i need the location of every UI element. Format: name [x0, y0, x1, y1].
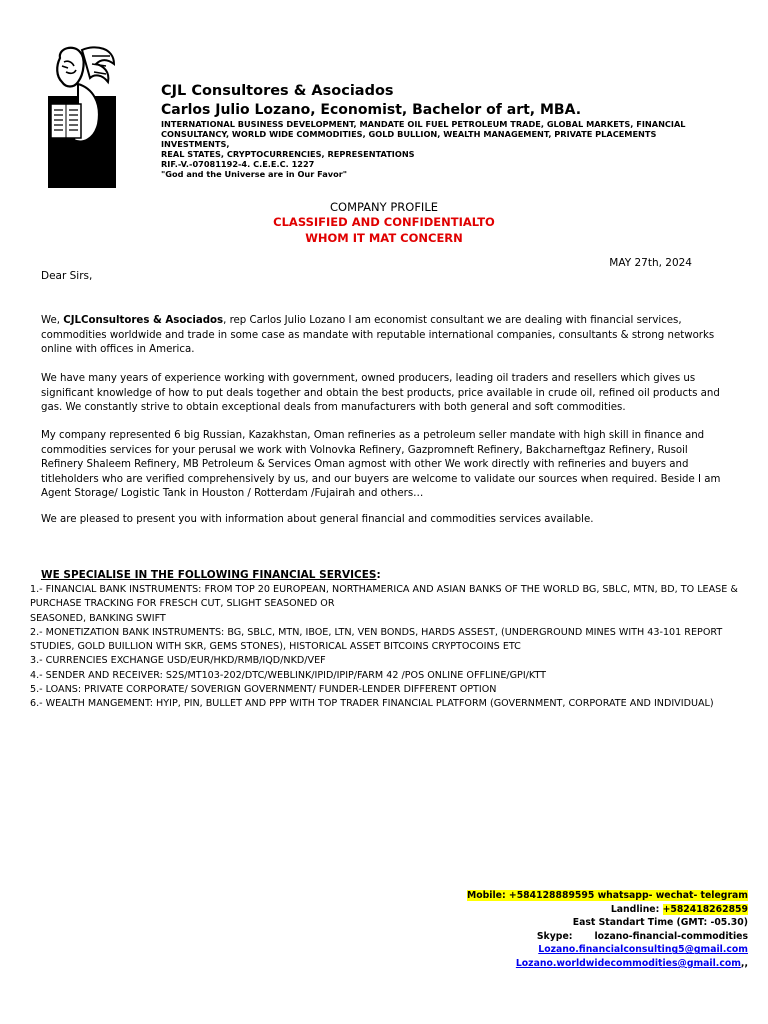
lion-logo-icon [48, 44, 116, 188]
list-item: 3.- CURRENCIES EXCHANGE USD/EUR/HKD/RMB/IQD/NKD/VEF [30, 655, 326, 667]
mobile-line: Mobile: +584128889595 whatsapp- wechat- telegram [467, 890, 748, 901]
email-link-1[interactable]: Lozano.financialconsulting5@gmail.com [538, 944, 748, 956]
greeting: Dear Sirs, [41, 270, 93, 282]
list-item: 4.- SENDER AND RECEIVER: S2S/MT103-202/DTC/WEBLINK/IPID/IPIP/FARM 42 /POS ONLINE OFFLINE/GPI/KTT [30, 669, 547, 681]
services-line-2: CONSULTANCY, WORLD WIDE COMMODITIES, GOLD BULLION, WEALTH MANAGEMENT, PRIVATE PLACEMENTS INVESTMENTS, [161, 129, 657, 149]
email-link-2[interactable]: Lozano.worldwidecommodities@gmail.com [515, 957, 741, 969]
company-logo [48, 44, 116, 188]
intro-company: CJLConsultores & Asociados [63, 315, 224, 326]
recipient-heading: WHOM IT MAT CONCERN [305, 231, 463, 245]
list-item: SEASONED, BANKING SWIFT [30, 612, 166, 624]
experience-paragraph: We have many years of experience working with government, owned producers, leading oil traders and resellers which gives us significant knowledge of how to put deals together and obtain the best products, price available in crude oil, refined oil products and gas. We constantly strive to obtain exceptional deals from manufacturers with both general and soft commodities. [41, 373, 720, 413]
services-list [30, 583, 760, 712]
intro-prefix: We, [41, 315, 64, 326]
email-suffix: ,, [740, 957, 748, 969]
motto: "God and the Universe are in Our Favor" [161, 169, 348, 179]
list-item: 6.- WEALTH MANGEMENT: HYIP, PIN, BULLET AND PPP WITH TOP TRADER FINANCIAL PLATFORM (GOVERNMENT, CORPORATE AND INDIVIDUAL) [30, 698, 714, 710]
refineries-paragraph: My company represented 6 big Russian, Kazakhstan, Oman refineries as a petroleum seller mandate with high skill in finance and commodities services for your perusal we work with Volnovka Refinery, Gazpromneft Refinery, Bakcharneftgaz Refinery, Rusoil Refinery Shaleem Refinery, MB Petroleum & Services Oman agmost with other We work directly with refineries and buyers and titleholders who are verified comprehensively by us, and our buyers are welcome to validate our sources when required. Beside I am Agent Storage/ Logistic Tank in Houston / Rotterdam /Fujairah and others… [41, 430, 721, 499]
services-intro-paragraph: We are pleased to present you with information about general financial and commodities services available. [41, 514, 594, 525]
list-item: 2.- MONETIZATION BANK INSTRUMENTS: BG, SBLC, MTN, IBOE, LTN, VEN BONDS, HARDS ASSEST, (UNDERGROUND MINES WITH 43-101 REPORT STUDIES, GOLD BUILLION WITH SKR, GEMS STONES), HISTORICAL ASSET BITCOINS CRYPTOCOINS ETC [30, 626, 723, 653]
skype-label: Skype: [536, 930, 573, 942]
person-title: Carlos Julio Lozano, Economist, Bachelor of art, MBA. [161, 102, 582, 118]
confidential-heading: CLASSIFIED AND CONFIDENTIALTO [273, 215, 495, 229]
letterhead [161, 82, 701, 179]
landline-number: +582418262859 [662, 903, 748, 915]
document-type: COMPANY PROFILE [329, 200, 438, 214]
services-line-1: INTERNATIONAL BUSINESS DEVELOPMENT, MANDATE OIL FUEL PETROLEUM TRADE, GLOBAL MARKETS, FINANCIAL [161, 119, 686, 129]
rif-number: RIF.-V.-07081192-4. C.E.E.C. 1227 [161, 159, 315, 169]
landline-label: Landline: [610, 903, 663, 915]
skype-id: lozano-financial-commodities [594, 930, 748, 942]
intro-rest: , rep Carlos Julio Lozano I am economist consultant we are dealing with financial services, commodities worldwide and trade in some case as mandate with reputable international companies, consultants & strong networks online with offices in America. [41, 315, 715, 355]
services-heading-text: WE SPECIALISE IN THE FOLLOWING FINANCIAL SERVICES [41, 569, 377, 581]
services-line-3: REAL STATES, CRYPTOCURRENCIES, REPRESENTATIONS [161, 149, 415, 159]
intro-paragraph [41, 314, 729, 358]
company-name: CJL Consultores & Asociados [161, 83, 394, 99]
services-heading [41, 569, 381, 581]
list-item: 5.- LOANS: PRIVATE CORPORATE/ SOVERIGN GOVERNMENT/ FUNDER-LENDER DIFFERENT OPTION [30, 684, 497, 696]
services-heading-colon: : [376, 569, 381, 581]
timezone-line: East Standart Time (GMT: -05.30) [572, 917, 748, 929]
list-item: 1.- FINANCIAL BANK INSTRUMENTS: FROM TOP 20 EUROPEAN, NORTHAMERICA AND ASIAN BANKS OF THE WORLD BG, SBLC, MTN, BD, TO LEASE & PURCHASE TRACKING FOR FRESCH CUT, SLIGHT SEASONED OR [30, 584, 738, 610]
letter-date: MAY 27th, 2024 [609, 257, 692, 269]
contact-block [467, 889, 748, 971]
